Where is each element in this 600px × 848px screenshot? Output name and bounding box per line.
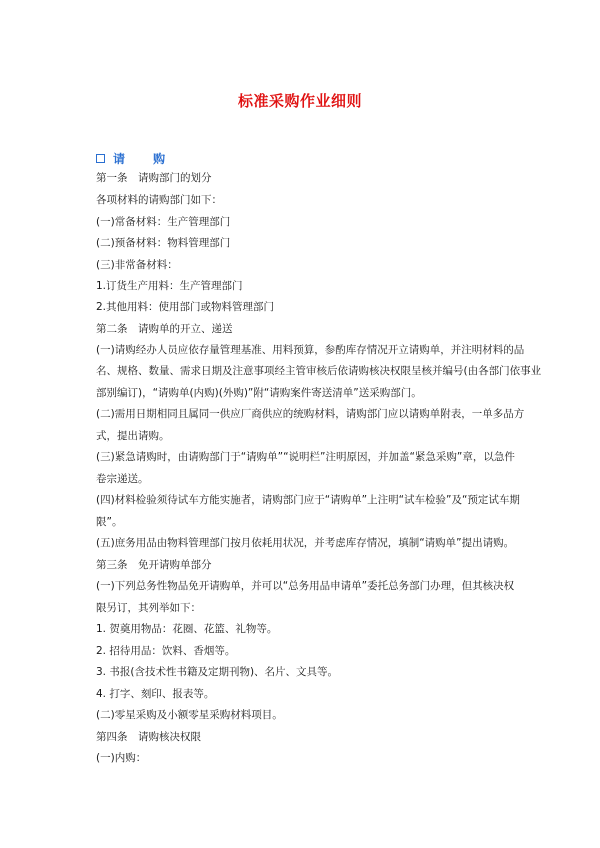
paragraph-line: (四)材料检验须待试车方能实施者，请购部门应于“请购单”上注明“试车检验”及“预定试车期: [96, 494, 520, 506]
paragraph-line: (一)请购经办人员应依存量管理基准、用料预算，参酌库存情况开立请购单，并注明材料的品: [96, 344, 525, 356]
paragraph-line: 部别编订)，“请购单(内购)(外购)”附“请购案件寄送清单”送采购部门。: [96, 387, 422, 399]
document-title: 标准采购作业细则: [237, 92, 362, 110]
section-heading-label: 请 购: [113, 152, 178, 166]
paragraph-line: 4. 打字、刻印、报表等。: [96, 688, 215, 700]
paragraph-line: 1.订货生产用料：生产管理部门: [96, 280, 243, 292]
checkbox-icon: [96, 154, 105, 163]
paragraph-line: 名、规格、数量、需求日期及注意事项经主管审核后依请购核决权限呈核并编号(由各部门依事业: [96, 365, 542, 377]
paragraph-line: 式，提出请购。: [96, 430, 170, 442]
paragraph-line: 1. 贺奠用物品：花圈、花篮、礼物等。: [96, 623, 278, 635]
paragraph-line: 限另订，其列举如下：: [96, 602, 201, 614]
paragraph-line: (五)庶务用品由物料管理部门按月依耗用状况，并考虑库存情况，填制“请购单”提出请购。: [96, 537, 515, 549]
paragraph-line: 卷宗递送。: [96, 473, 149, 485]
article-heading: 第二条 请购单的开立、递送: [96, 323, 233, 335]
section-heading: [96, 150, 177, 167]
paragraph-line: (三)非常备材料：: [96, 259, 178, 271]
paragraph-line: (二)预备材料：物料管理部门: [96, 237, 231, 249]
paragraph-line: (二)需用日期相同且属同一供应厂商供应的统购材料，请购部门应以请购单附表，一单多品方: [96, 408, 525, 420]
paragraph-line: (一)内购：: [96, 752, 147, 764]
paragraph-line: (三)紧急请购时，由请购部门于“请购单”“说明栏”注明原因，并加盖“紧急采购”章，以急件: [96, 451, 515, 463]
paragraph-line: 各项材料的请购部门如下：: [96, 194, 222, 206]
paragraph-line: (一)下列总务性物品免开请购单，并可以“总务用品申请单”委托总务部门办理，但其核决权: [96, 580, 515, 592]
paragraph-line: (二)零星采购及小额零星采购材料项目。: [96, 709, 283, 721]
paragraph-line: 3. 书报(含技术性书籍及定期刊物)、名片、文具等。: [96, 666, 339, 678]
article-heading: 第三条 免开请购单部分: [96, 559, 212, 571]
paragraph-line: 2. 招待用品：饮料、香烟等。: [96, 645, 236, 657]
paragraph-line: 2.其他用料：使用部门或物料管理部门: [96, 301, 275, 313]
paragraph-line: (一)常备材料：生产管理部门: [96, 216, 231, 228]
article-heading: 第一条 请购部门的划分: [96, 172, 212, 184]
paragraph-line: 限”。: [96, 516, 123, 528]
article-heading: 第四条 请购核决权限: [96, 731, 201, 743]
